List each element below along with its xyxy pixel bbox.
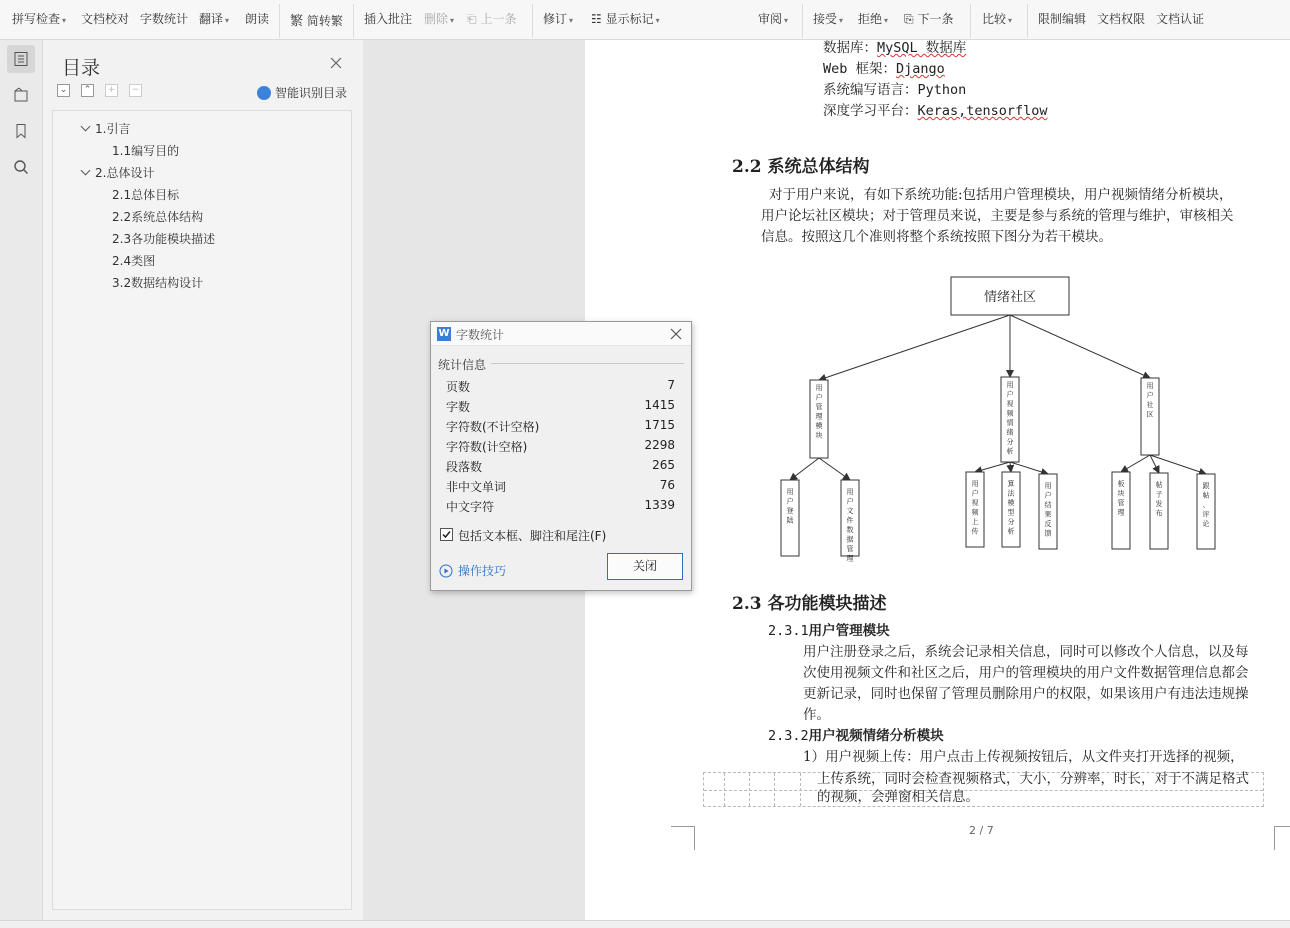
accept-button[interactable]: 接受 ▾ (813, 12, 844, 26)
translate-button[interactable]: 翻译 ▾ (199, 12, 230, 26)
diagram-module-label: 用 (1146, 382, 1154, 390)
section-heading-2-3-1: 2.3.1用户管理模块 (768, 623, 890, 639)
tips-link[interactable]: 操作技巧 (439, 562, 506, 579)
ribbon-toolbar (0, 0, 1290, 40)
diagram-module-label: 情 (1006, 419, 1014, 427)
smart-toc-button[interactable]: 智能识别目录 (257, 84, 347, 101)
diagram-leaf-label: 管 (846, 545, 854, 553)
stat-value: 1715 (644, 418, 675, 432)
diagram-leaf-label: 、 (1202, 501, 1210, 509)
system-structure-diagram (775, 270, 1225, 565)
diagram-module-label: 理 (815, 412, 823, 421)
prev-icon: ⎗ (467, 12, 477, 26)
word-count-button[interactable]: 字数统计 (140, 12, 189, 26)
diagram-leaf-label: 发 (1155, 500, 1163, 508)
diagram-leaf-label: 算 (1007, 480, 1015, 488)
diagram-leaf-label: 陆 (786, 516, 794, 525)
toc-item[interactable]: 2.1总体目标 (112, 188, 180, 202)
diagram-leaf-label: 管 (1117, 499, 1125, 507)
remove-level-icon[interactable]: − (129, 84, 142, 97)
diagram-leaf-label: 频 (971, 508, 979, 517)
diagram-leaf-label: 馈 (1044, 529, 1052, 538)
simp-trad-icon: 繁 (290, 14, 304, 29)
diagram-leaf-label: 块 (1117, 489, 1125, 498)
next-change-button[interactable]: ⎘ 下一条 (904, 12, 954, 26)
smart-toc-icon (257, 86, 271, 100)
show-markup-button[interactable]: ☷ 显示标记 ▾ (591, 12, 660, 26)
diagram-module-label: 社 (1146, 401, 1154, 409)
wps-logo-icon: W (438, 328, 450, 339)
diagram-leaf-label: 户 (786, 497, 794, 506)
simp-to-trad-button[interactable]: 繁 简转繁 (290, 14, 343, 29)
diagram-leaf-label: 板 (1117, 480, 1125, 488)
paragraph-line: 用户论坛社区模块；对于管理员来说，主要是参与系统的管理与维护，审核相关 (761, 208, 1234, 224)
diagram-leaf-label: 子 (1155, 490, 1163, 499)
diagram-leaf-label: 布 (1155, 509, 1163, 518)
diagram-edge (819, 458, 850, 480)
chevron-down-icon[interactable] (81, 122, 91, 132)
diagram-module-label: 用 (815, 384, 823, 392)
stat-label: 非中文单词 (446, 480, 507, 494)
diagram-edge (1010, 315, 1150, 378)
paragraph-line: 的视频，会弹窗相关信息。 (817, 789, 979, 805)
page-number: 2 / 7 (969, 824, 994, 837)
doc-certify-button[interactable]: 文档认证 (1156, 12, 1205, 26)
diagram-leaf-label: 户 (1044, 491, 1052, 500)
env-line: 深度学习平台：Keras,tensorflow (823, 103, 1048, 119)
toc-item[interactable]: 2.总体设计 (82, 164, 154, 181)
diagram-leaf-label: 户 (971, 489, 979, 498)
page-corner-mark (1274, 826, 1290, 850)
page-corner-mark (671, 826, 695, 850)
nav-pane-icon (13, 87, 29, 103)
diagram-module-label: 管 (815, 403, 823, 411)
toc-tree (52, 110, 352, 910)
insert-comment-button[interactable]: 插入批注 (364, 12, 413, 26)
diagram-leaf-label: 分 (1007, 518, 1015, 526)
diagram-leaf-label: 登 (786, 507, 794, 515)
diagram-leaf-label: 果 (1044, 510, 1052, 519)
ribbon-separator (353, 4, 354, 38)
stat-value: 7 (667, 378, 675, 392)
stat-value: 1339 (644, 498, 675, 512)
env-line: 系统编写语言：Python (823, 82, 967, 98)
paragraph-line: 次使用视频文件和社区之后，用户的管理模块的用户文件数据管理信息都会 (803, 665, 1249, 681)
diagram-edge (1010, 462, 1011, 472)
diagram-leaf-label: 视 (971, 499, 979, 507)
dialog-titlebar[interactable] (431, 322, 691, 346)
diagram-leaf-label: 帖 (1202, 491, 1210, 500)
env-line: Web 框架：Django (823, 61, 945, 77)
diagram-edge (1121, 455, 1150, 472)
diagram-leaf-label: 户 (846, 497, 854, 506)
spell-check-button[interactable]: 拼写检查 ▾ (12, 12, 67, 26)
paragraph-line: 用户注册登录之后，系统会记录相关信息，同时可以修改个人信息，以及每 (803, 644, 1249, 660)
stat-label: 页数 (446, 380, 471, 394)
bookmark-icon (13, 123, 29, 139)
stats-group-label: 统计信息 (438, 358, 487, 372)
diagram-module-label: 析 (1006, 447, 1014, 456)
play-circle-icon (439, 564, 453, 578)
dialog-title: 字数统计 (456, 328, 505, 342)
toc-title: 目录 (62, 57, 101, 79)
markup-icon: ☷ (591, 12, 602, 26)
word-count-dialog (430, 321, 692, 591)
expand-up-icon[interactable]: ⌃ (81, 84, 94, 97)
stat-label: 字符数(不计空格) (446, 420, 540, 434)
paragraph-line: 更新记录，同时也保留了管理员删除用户的权限，如果该用户有违法违规操 (803, 686, 1249, 702)
toc-item[interactable]: 1.引言 (82, 120, 130, 137)
stat-value: 2298 (644, 438, 675, 452)
search-rail-button[interactable] (7, 153, 35, 181)
diagram-leaf-label: 评 (1202, 510, 1210, 519)
diagram-leaf-label: 析 (1007, 527, 1015, 536)
stat-value: 1415 (644, 398, 675, 412)
doc-proofread-button[interactable]: 文档校对 (81, 12, 130, 26)
diagram-leaf-label: 理 (1117, 508, 1125, 517)
diagram-module-label: 户 (1146, 391, 1154, 400)
diagram-module-label: 户 (815, 393, 823, 402)
stat-label: 段落数 (446, 460, 483, 474)
diagram-leaf-label: 型 (1007, 508, 1015, 517)
left-rail (0, 40, 43, 920)
stat-value: 265 (652, 458, 675, 472)
reject-button[interactable]: 拒绝 ▾ (858, 12, 889, 26)
diagram-leaf-label: 理 (846, 554, 854, 563)
toc-item[interactable]: 1.1编写目的 (112, 144, 180, 158)
toc-item[interactable]: 2.2系统总体结构 (112, 210, 204, 224)
close-icon[interactable] (669, 327, 683, 341)
add-level-icon[interactable]: + (105, 84, 118, 97)
diagram-leaf-label: 数 (846, 526, 854, 534)
diagram-leaf-label: 传 (971, 527, 979, 536)
diagram-edge (975, 462, 1010, 472)
paragraph-line: 1）用户视频上传：用户点击上传视频按钮后，从文件夹打开选择的视频， (803, 749, 1244, 765)
diagram-module-label: 块 (815, 431, 823, 440)
heading-2-3: 2.3 各功能模块描述 (732, 594, 887, 614)
delete-comment-button[interactable]: 删除 ▾ (424, 12, 455, 26)
close-button[interactable]: 关闭 (607, 553, 683, 580)
ribbon-separator (802, 4, 803, 38)
group-divider (491, 363, 684, 364)
ribbon-separator (970, 4, 971, 38)
toc-icon (13, 51, 29, 67)
diagram-leaf-label: 结 (1044, 501, 1052, 509)
read-aloud-button[interactable]: 朗读 (245, 12, 270, 26)
diagram-module-label: 分 (1006, 438, 1014, 446)
diagram-leaf-label: 上 (971, 518, 979, 526)
include-textbox-label[interactable]: 包括文本框、脚注和尾注(F) (458, 529, 607, 543)
paragraph-line: 信息。按照这几个准则将整个系统按照下图分为若干模块。 (761, 229, 1112, 245)
diagram-leaf-label: 模 (1007, 499, 1015, 507)
diagram-leaf-label: 用 (971, 480, 979, 488)
ribbon-separator (532, 4, 533, 38)
diagram-leaf-label: 文 (846, 507, 854, 515)
diagram-leaf-label: 用 (786, 488, 794, 496)
diagram-edge (819, 315, 1010, 380)
toc-rail-button[interactable] (7, 45, 35, 73)
checkmark-icon (441, 529, 452, 540)
stat-label: 字数 (446, 400, 471, 414)
paragraph-line: 对于用户来说，有如下系统功能:包括用户管理模块，用户视频情绪分析模块， (769, 187, 1233, 203)
diagram-leaf-label: 跟 (1202, 482, 1210, 490)
include-textbox-checkbox[interactable] (440, 528, 453, 541)
diagram-module-label: 区 (1146, 410, 1154, 419)
env-line: 数据库：MySQL 数据库 (823, 40, 967, 56)
toc-item[interactable]: 2.3各功能模块描述 (112, 232, 216, 246)
diagram-leaf-label: 法 (1007, 489, 1015, 498)
stat-label: 中文字符 (446, 500, 495, 514)
diagram-module-label: 户 (1006, 390, 1014, 399)
restrict-edit-button[interactable]: 限制编辑 (1038, 12, 1087, 26)
diagram-leaf-label: 论 (1202, 520, 1210, 528)
diagram-leaf-label: 帖 (1155, 481, 1163, 489)
chevron-down-icon[interactable] (81, 166, 91, 176)
diagram-module-label: 用 (1006, 381, 1014, 389)
prev-comment-button[interactable]: ⎗ 上一条 (467, 12, 517, 26)
ribbon-separator (1027, 4, 1028, 38)
diagram-leaf-label: 用 (1044, 482, 1052, 490)
diagram-module-label: 视 (1006, 400, 1014, 408)
diagram-module-label: 绪 (1006, 428, 1014, 437)
diagram-leaf-label: 件 (846, 516, 854, 525)
section-heading-2-3-2: 2.3.2用户视频情绪分析模块 (768, 728, 944, 744)
doc-permission-button[interactable]: 文档权限 (1097, 12, 1146, 26)
ribbon-separator (279, 4, 280, 38)
review-button[interactable]: 审阅 ▾ (758, 12, 789, 26)
stat-label: 字符数(计空格) (446, 440, 528, 454)
toc-panel (43, 40, 363, 920)
compare-button[interactable]: 比较 ▾ (982, 12, 1013, 26)
heading-2-2: 2.2 系统总体结构 (732, 157, 870, 177)
diagram-module-label: 模 (815, 422, 823, 430)
diagram-root-label: 情绪社区 (983, 290, 1037, 305)
diagram-leaf-label: 用 (846, 488, 854, 496)
status-bar (0, 920, 1290, 928)
toc-item[interactable]: 2.4类图 (112, 254, 156, 268)
bookmark-rail-button[interactable] (7, 117, 35, 145)
diagram-leaf-label: 据 (846, 535, 854, 544)
close-icon[interactable] (329, 56, 343, 70)
diagram-leaf-label: 反 (1044, 520, 1052, 528)
collapse-all-icon[interactable]: ⌄ (57, 84, 70, 97)
search-icon (13, 159, 29, 175)
stat-value: 76 (659, 478, 675, 492)
paragraph-line: 上传系统，同时会检查视频格式，大小，分辨率，时长，对于不满足格式 (817, 771, 1249, 787)
track-changes-button[interactable]: 修订 ▾ (543, 12, 574, 26)
paragraph-line: 作。 (803, 707, 830, 723)
diagram-edge (790, 458, 819, 480)
nav-pane-rail-button[interactable] (7, 81, 35, 109)
diagram-module-label: 频 (1006, 409, 1014, 418)
toc-item[interactable]: 3.2数据结构设计 (112, 276, 204, 290)
next-icon: ⎘ (904, 12, 914, 26)
